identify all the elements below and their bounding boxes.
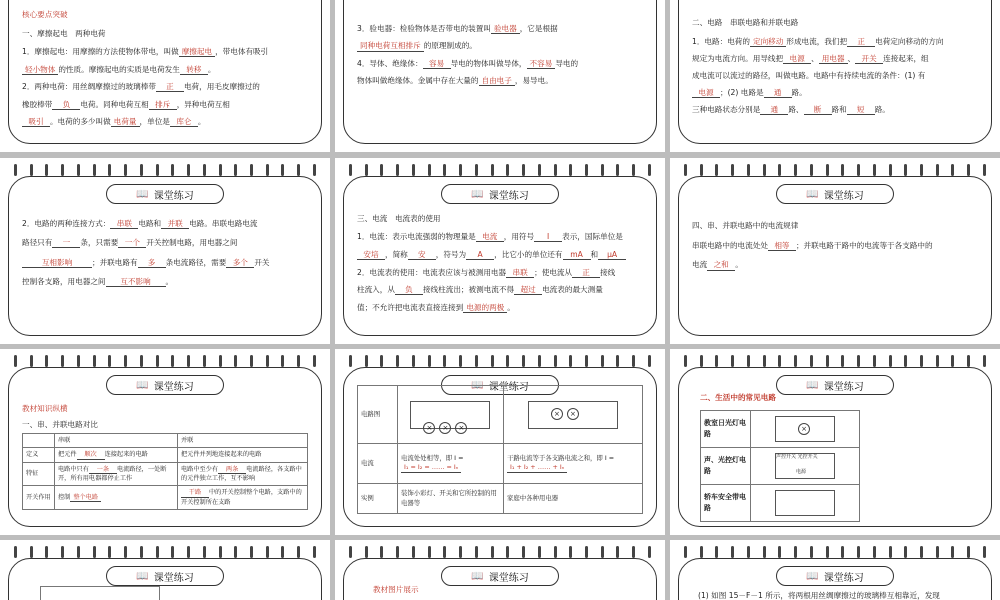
- text: 3．验电器：检验物体是否带电的装置叫: [357, 24, 491, 33]
- text: 表示，国际单位是: [562, 231, 623, 241]
- text: ，用符号: [503, 231, 535, 241]
- answer: 电荷量: [111, 117, 140, 127]
- answer: 电源: [783, 54, 811, 64]
- table-cell: [55, 462, 178, 486]
- table-row: [701, 484, 860, 521]
- table-cell: [55, 448, 178, 462]
- text: 三种电路状态分别是: [692, 104, 761, 114]
- slide-body: 三、电流 电流表的使用 1．电流：表示电流强弱的物理量是 电流 ，用符号 I 表示，国际单位是 安培 ，简称 安 ，符号为 A ，比它小的单位还有 mA 和 μA 2．电流表的使用：电流表应该与被测用电器 串联 ；使电流从 正 接线 柱流入，从 负 接线柱流出；被测电流不得 超过 电流表的最大测量 值；不允许把电流表直接连接到 电源的两极 。: [357, 210, 643, 317]
- header-badge: [776, 375, 894, 395]
- answer: 电源的两极: [463, 303, 507, 313]
- book-icon: 📖: [136, 379, 149, 391]
- book-icon: 📖: [471, 188, 484, 200]
- answer: 整个电路: [70, 494, 101, 502]
- slide-6[interactable]: [670, 158, 1000, 344]
- slide-12[interactable]: [670, 540, 1000, 600]
- text: 控制各支路，用电器之间: [22, 277, 106, 287]
- answer: I: [534, 232, 562, 242]
- answer: 串联: [110, 219, 138, 229]
- table-cell: 教室日光灯电路: [701, 410, 751, 447]
- slide-3[interactable]: [670, 0, 1000, 152]
- slide-body: 四、串、并联电路中的电流规律 串联电路中的电流处处 相等 ；并联电路干路中的电流等于各支路中的 电流 之和 。: [692, 216, 978, 275]
- text: 1．电路：电荷的: [692, 36, 750, 46]
- book-icon: 📖: [136, 188, 149, 200]
- binder-holes: [14, 164, 316, 174]
- text: 电路中只有: [58, 465, 89, 473]
- text: ，异种电荷互相: [176, 99, 230, 109]
- book-icon: 📖: [806, 188, 819, 200]
- table-cell: 开关作用: [23, 486, 55, 510]
- table-cell: [23, 433, 55, 447]
- header-label: 课堂练习: [153, 190, 194, 202]
- text: 成电流可以流过的路径，叫做电路。电路中有持续电流的条件：(1) 有: [692, 70, 926, 80]
- table-cell: 家庭中各种用电器: [503, 484, 642, 514]
- text: ，它是根据: [519, 24, 558, 33]
- text: 导电的物体叫做导体，: [450, 58, 527, 68]
- paragraph: 1．电路：电荷的 定向移动 形成电流，我们把 正 电荷定向移动的方向 规定为电流方向。用导线把 电源 、 用电器 、 开关 连接起来，组 成电流可以流过的路径，叫做电路。电路中有持续电流的条件：(1) 有 电源 ；(2) 电路是 通 路。 三种电路状态分别是 通 路、 断 路和 短 路。: [692, 36, 944, 114]
- answer: 轻小物体: [22, 65, 58, 75]
- slide-11[interactable]: [335, 540, 665, 600]
- answer: 多个: [226, 258, 254, 268]
- text: 电路中至少有: [180, 465, 219, 473]
- header-label: 课堂练习: [823, 190, 864, 202]
- answer: 安培: [357, 250, 385, 260]
- slide-10[interactable]: [0, 540, 330, 600]
- text: 值；不允许把电流表直接连接到: [357, 303, 464, 313]
- table-header: [23, 433, 308, 447]
- header-label: 课堂练习: [153, 572, 194, 584]
- text: 2．两种电荷：用丝绸摩擦过的玻璃棒带: [22, 82, 156, 92]
- header-label: 课堂练习: [153, 381, 194, 393]
- circuit-diagram: [751, 410, 860, 447]
- answer: 负: [395, 285, 423, 295]
- answer: 容易: [423, 59, 451, 69]
- binder-holes: [684, 355, 986, 365]
- slide-2[interactable]: [335, 0, 665, 152]
- text: 路、: [788, 104, 804, 114]
- answer: 通: [764, 88, 792, 98]
- text: 的原理制成的。: [423, 41, 477, 51]
- answer: 电流: [476, 232, 504, 242]
- section-subtitle: 三、电流 电流表的使用: [357, 214, 441, 223]
- table-row: [358, 484, 643, 514]
- slide-body: [700, 393, 978, 522]
- binder-holes: [349, 546, 651, 556]
- text: 电流路径，一处断开，所有用电器都停止工作: [58, 465, 167, 483]
- table-row: [23, 486, 308, 510]
- section-subtitle: 四、串、并联电路中的电流规律: [692, 221, 799, 230]
- text: 1．电流：表示电流强弱的物理量是: [357, 231, 476, 241]
- answer: 断: [804, 105, 832, 115]
- header-label: 课堂练习: [488, 381, 529, 393]
- answer: 正: [572, 268, 600, 278]
- text: 条电流路径，需要: [165, 257, 227, 267]
- header-badge: [776, 184, 894, 204]
- slide-body: [692, 14, 978, 118]
- header-label: 课堂练习: [488, 190, 529, 202]
- circuit-icon: ×: [775, 416, 835, 442]
- text: 形成电流，我们把: [786, 36, 848, 46]
- text: 条，只需要: [80, 238, 119, 248]
- table-cell: 定义: [23, 448, 55, 462]
- table-row: [701, 447, 860, 484]
- text: 干路电流等于各支路电流之和，即 I =: [506, 453, 615, 462]
- answer: 互不影响: [106, 277, 166, 287]
- header-label: 课堂练习: [488, 572, 529, 584]
- answer: 两条: [218, 466, 246, 474]
- answer: 摩擦起电: [179, 47, 215, 57]
- header-badge: [106, 566, 224, 586]
- table-cell: 轿车安全带电路: [701, 484, 751, 521]
- answer: 排斥: [149, 100, 177, 110]
- answer: I₁ = I₂ = …… = Iₙ: [401, 464, 461, 473]
- section-title: 教材图片展示: [373, 585, 419, 594]
- answer: 库仑: [170, 117, 198, 127]
- text: ，简称: [385, 249, 408, 259]
- slide-body: [22, 401, 308, 510]
- text: 。电荷的多少叫做: [50, 117, 111, 126]
- circuit-icon: × ×: [528, 401, 618, 429]
- answer: 电源: [692, 88, 720, 98]
- table-cell: [177, 486, 307, 510]
- slide-4[interactable]: [0, 158, 330, 344]
- answer: 用电器: [819, 54, 848, 64]
- text: ，易导电。: [514, 76, 553, 86]
- text: 柱流入，从: [357, 285, 395, 295]
- section-subtitle: 一、串、并联电路对比: [22, 419, 98, 429]
- comparison-table: [22, 433, 308, 510]
- text: 电流处处相等，即 I =: [401, 453, 464, 462]
- book-icon: 📖: [471, 379, 484, 391]
- answer: mA: [563, 250, 591, 260]
- text: ，符号为: [435, 249, 467, 259]
- text: 开关控制电路，用电器之间: [146, 238, 238, 248]
- text: 橡胶棒带: [22, 99, 53, 109]
- table-cell: 声、光控灯电路: [701, 447, 751, 484]
- text: 路。: [791, 87, 807, 97]
- text: 电路和: [138, 219, 162, 228]
- table-cell: 串联: [55, 433, 178, 447]
- text: 物体叫做绝缘体。金属中存在大量的: [357, 76, 479, 86]
- text: 中的开关控制整个电路，支路中的开关控制所在支路: [180, 489, 302, 506]
- text: ，比它小的单位还有: [494, 249, 563, 259]
- slide-5[interactable]: [335, 158, 665, 344]
- label: 光控开关: [797, 453, 818, 460]
- slide-9[interactable]: [670, 349, 1000, 535]
- book-icon: 📖: [136, 570, 149, 582]
- life-circuits-table: [700, 410, 860, 522]
- answer: 并联: [161, 219, 189, 229]
- text: 路径只有: [22, 238, 53, 248]
- binder-holes: [349, 164, 651, 174]
- text: ，单位是: [139, 117, 170, 126]
- text: 4．导体、绝缘体：: [357, 58, 423, 68]
- slide-body: [357, 20, 643, 90]
- circuit-icon: × × ×: [410, 401, 490, 429]
- section-subtitle: 二、电路 串联电路和并联电路: [692, 18, 799, 27]
- answer: 验电器: [491, 24, 520, 34]
- section-title: 核心要点突破: [22, 10, 68, 19]
- text: 把元件: [58, 451, 77, 459]
- answer: 正: [847, 37, 875, 47]
- answer: 多: [138, 258, 166, 268]
- answer: 通: [760, 105, 788, 115]
- header-label: 课堂练习: [823, 381, 864, 393]
- text: 2．电流表的使用：电流表应该与被测用电器: [357, 267, 507, 277]
- section-subtitle: 一、摩擦起电 两种电荷: [22, 28, 106, 38]
- binder-holes: [14, 546, 316, 556]
- answer: 相等: [768, 241, 796, 251]
- answer: 自由电子: [479, 76, 515, 86]
- answer: 正: [156, 82, 184, 92]
- circuit-icon: [775, 490, 835, 516]
- text: 电流: [692, 260, 708, 270]
- answer: 负: [52, 100, 80, 110]
- answer: 一个: [118, 238, 146, 248]
- text: ，带电体有吸引: [215, 47, 269, 57]
- text: 1．摩擦起电：用摩擦的方法使物体带电，叫做: [22, 47, 179, 57]
- table-row: [23, 462, 308, 486]
- answer: A: [466, 250, 494, 260]
- text: 电路。串联电路电流: [189, 219, 258, 228]
- header-badge: [776, 566, 894, 586]
- text: 电荷定向移动的方向: [875, 36, 944, 46]
- book-icon: 📖: [806, 570, 819, 582]
- table-row: [358, 444, 643, 484]
- text: 路和: [831, 104, 847, 114]
- label: 电源: [796, 469, 807, 476]
- binder-holes: [349, 355, 651, 365]
- header-badge: [441, 566, 559, 586]
- table-cell: 并联: [177, 433, 307, 447]
- answer: 同种电荷互相排斥: [357, 41, 424, 51]
- text: 规定为电流方向。用导线把: [692, 53, 784, 63]
- answer: 一条: [89, 466, 117, 474]
- table-row: [23, 448, 308, 462]
- answer: 短: [847, 105, 875, 115]
- answer: 互相影响: [22, 258, 92, 268]
- text: ；(2) 电路是: [720, 87, 764, 97]
- text: 和: [590, 249, 599, 259]
- answer: 转移: [180, 65, 208, 75]
- book-icon: 📖: [471, 570, 484, 582]
- text: 电荷，用毛皮摩擦过的: [183, 82, 260, 92]
- book-icon: 📖: [806, 379, 819, 391]
- table-cell: [55, 486, 178, 510]
- slide-body: [357, 385, 643, 514]
- header-badge: [106, 375, 224, 395]
- table-cell: 实例: [358, 484, 398, 514]
- text: 接线柱流出；被测电流不得: [422, 285, 515, 295]
- table-cell: [177, 462, 307, 486]
- section-subtitle: 二、生活中的常见电路: [700, 393, 776, 402]
- answer: 定向移动: [750, 37, 786, 47]
- header-badge: [441, 184, 559, 204]
- text: 连接起来的电路: [104, 451, 148, 459]
- text: 导电的: [555, 58, 579, 68]
- table-cell: [398, 444, 504, 484]
- question-text: (1) 如图 15－F－1 所示，将两根用丝绸摩擦过的玻璃棒互相靠近，发现: [698, 591, 940, 600]
- slide-body: 2．电路的两种连接方式： 串联 电路和 并联 电路。串联电路电流 路径只有 一 条，只需要 一个 开关控制电路，用电器之间 互相影响 ；并联电路有 多 条电流路径，需要 多个 开关 控制各支路，用电器之间 互不影响 。: [22, 219, 270, 287]
- text: 的性质。摩擦起电的实质是电荷发生: [58, 64, 180, 74]
- binder-holes: [684, 164, 986, 174]
- binder-holes: [14, 355, 316, 365]
- paragraph: 1．摩擦起电：用摩擦的方法使物体带电，叫做 摩擦起电 ，带电体有吸引 轻小物体 的性质。摩擦起电的实质是电荷发生 转移 。 2．两种电荷：用丝绸摩擦过的玻璃棒带 正 电荷，用毛皮摩擦过的 橡胶棒带 负 电荷。同种电荷互相 排斥 ，异种电荷互相 吸引 。电荷的多少叫做 电荷量 ，单位是 库仑 。: [22, 47, 269, 126]
- section-title: 教材知识纵横: [22, 404, 68, 413]
- answer: 超过: [514, 285, 542, 295]
- text: ；并联电路有: [92, 257, 138, 267]
- table-fragment: [40, 586, 160, 600]
- header-label: 课堂练习: [823, 572, 864, 584]
- paragraph: [357, 20, 643, 90]
- answer: μA: [598, 250, 626, 260]
- slide-body: [22, 6, 308, 130]
- text: 路。: [874, 104, 890, 114]
- table-cell: 电路图: [358, 386, 398, 444]
- answer: 干路: [181, 489, 209, 497]
- text: 串联电路中的电流处处: [692, 240, 768, 250]
- text: 开关: [254, 257, 270, 267]
- table-row: [701, 410, 860, 447]
- series-circuit-diagram: [398, 386, 504, 444]
- text: ；并联电路干路中的电流等于各支路中的: [795, 240, 933, 250]
- text: 电流表的最大测量: [542, 285, 603, 295]
- circuit-diagram: [751, 484, 860, 521]
- circuit-icon: [775, 453, 835, 479]
- answer: 不容易: [527, 59, 556, 69]
- answer: 安: [408, 250, 436, 260]
- answer: 之和: [707, 260, 735, 270]
- table-cell: 电流: [358, 444, 398, 484]
- text: ；使电流从: [534, 267, 573, 277]
- answer: 吸引: [22, 117, 50, 127]
- text: 2．电路的两种连接方式：: [22, 219, 111, 228]
- table-cell: 装饰小彩灯、开关和它所控制的用电器等: [398, 484, 504, 514]
- text: 电流路径，各支路中的元件独立工作，互不影响: [180, 465, 302, 483]
- table-cell: 把元件并列地连接起来的电路: [177, 448, 307, 462]
- text: 接线: [600, 267, 616, 277]
- answer: 开关: [855, 54, 883, 64]
- table-row: [358, 386, 643, 444]
- answer: I₁ + I₂ + …… + Iₙ: [507, 464, 567, 473]
- table-cell: [503, 444, 642, 484]
- header-badge: [106, 184, 224, 204]
- slide-8[interactable]: [335, 349, 665, 535]
- slide-7[interactable]: [0, 349, 330, 535]
- slide-1[interactable]: [0, 0, 330, 152]
- label: 声控开关: [776, 453, 797, 460]
- text: 连接起来，组: [883, 53, 929, 63]
- table-cell: 特征: [23, 462, 55, 486]
- parallel-circuit-diagram: [503, 386, 642, 444]
- answer: 顺次: [77, 451, 105, 459]
- text: 电荷。同种电荷互相: [80, 99, 149, 109]
- answer: 一: [52, 238, 80, 248]
- comparison-table-continued: [357, 385, 643, 514]
- text: 控制: [58, 493, 71, 501]
- binder-holes: [684, 546, 986, 556]
- answer: 串联: [506, 268, 534, 278]
- circuit-diagram: [751, 447, 860, 484]
